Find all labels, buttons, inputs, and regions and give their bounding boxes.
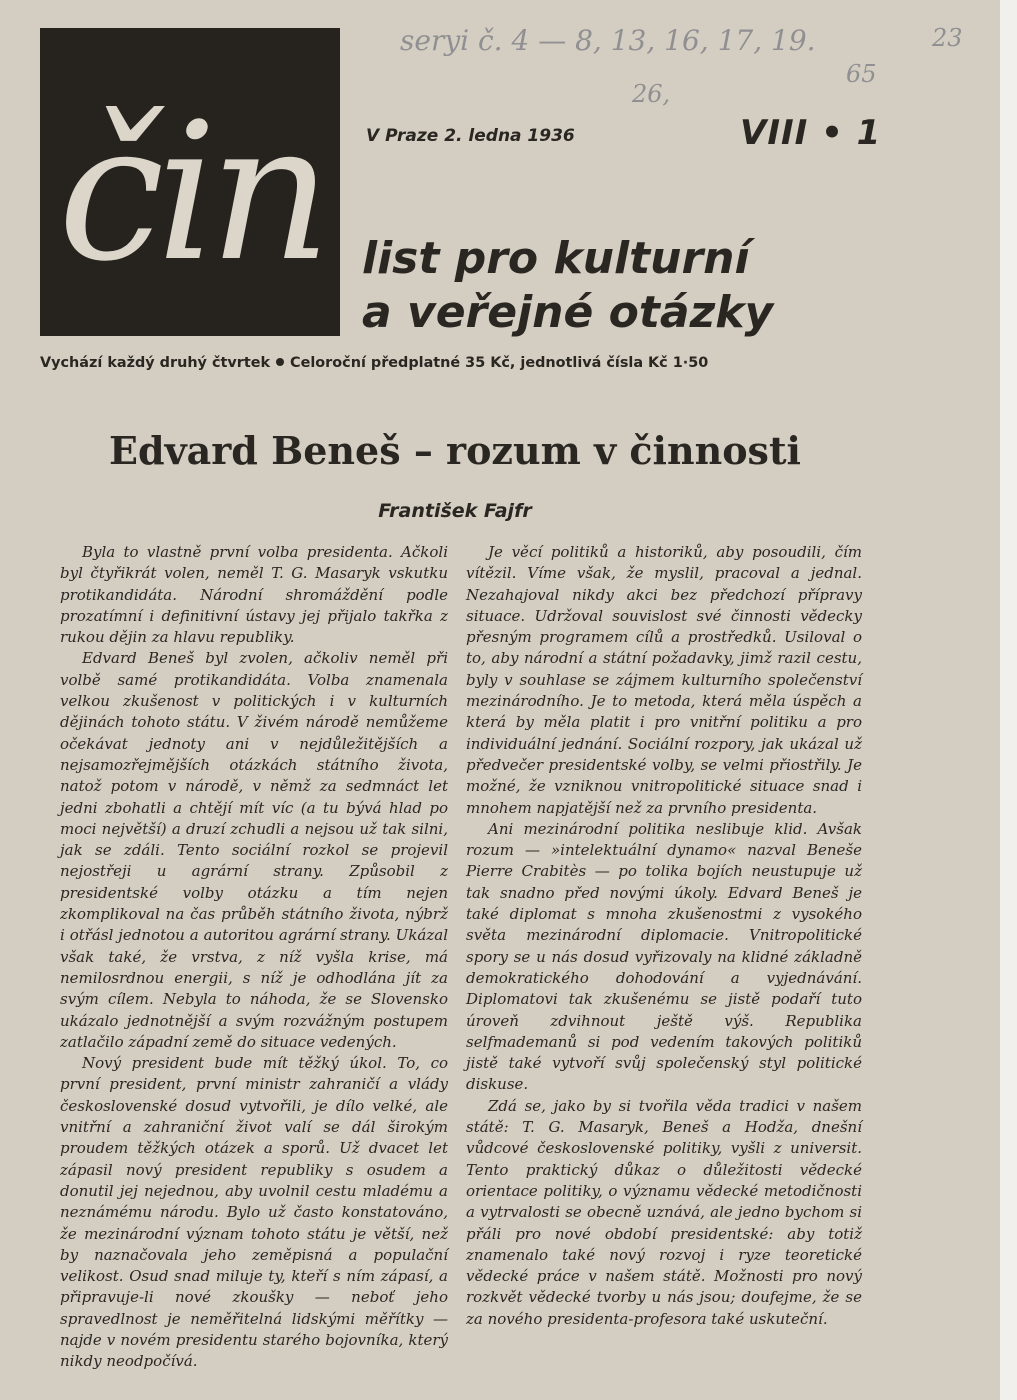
article-title: Edvard Beneš – rozum v činnosti bbox=[109, 428, 801, 473]
subtitle-line-2: a veřejné otázky bbox=[362, 287, 774, 338]
masthead-logo bbox=[40, 28, 340, 336]
bullet-dot-icon bbox=[276, 358, 284, 366]
article-column-right bbox=[466, 542, 862, 1330]
article-author: František Fajfr bbox=[378, 500, 532, 522]
scan-edge bbox=[1000, 0, 1017, 1400]
paragraph: Nový president bude mít těžký úkol. To, co první president, první ministr zahraničí a vlády československé dosud vytvořili, je dílo velké, ale vnitřní a zahraniční život valí se dál širokým proudem těžkých otázek a sporů. Už dvacet let zápasil nový president republiky s osudem a donutil jej nejednou, aby uvolnil cestu mladému a neznámému národu. Bylo už často konstatováno, že mezinárodní význam tohoto státu je větší, než by naznačovala jeho zeměpisná a populační velikost. Osud snad miluje ty, kteří s ním zápasí, a připravuje-li nové zkoušky — neboť jeho spravedlnost je neměřitelná lidskými měřítky — najde v novém presidentu starého bojovníka, který nikdy neodpočívá. bbox=[60, 1054, 448, 1371]
paragraph: Je věcí politiků a historiků, aby posoudili, čím vítězil. Víme však, že myslil, pracoval a jednal. Nezahajoval nikdy akci bez předchozí přípravy situace. Udržoval souvislost své činnosti vědecky přesným programem cílů a prostředků. Usiloval o to, aby národní a státní požadavky, jimž razil cestu, byly v souhlase se zájmem kulturního společenství mezinárodního. Je to metoda, která měla úspěch a která by měla platit i pro vnitřní politiku a pro individuální jednání. Sociální rozpory, jak ukázal už předvečer presidentské volby, se velmi přiostřily. Je možné, že vzniknou vnitropolitické situace snad i mnohem napjatější než za prvního presidenta. bbox=[466, 543, 862, 817]
handwritten-note: 23 bbox=[932, 24, 963, 52]
publication-info-bar bbox=[40, 355, 870, 371]
subtitle-line-1: list pro kulturní bbox=[362, 233, 750, 284]
paragraph: Edvard Beneš byl zvolen, ačkoliv neměl při volbě samé protikandidáta. Volba znamenala velkou zkušenost v politických i v kulturních dějinách tohoto státu. V živém národě nemůžeme očekávat jednoty ani v nejdůležitějších a nejsamozřejmějších otázkách státního života, natož potom v národě, v němž za sedmnáct let jedni zbohatli a chtějí mít víc (a tu bývá hlad po moci největší) a druzí zchudli a nejsou už tak silni, jak se zdáli. Tento sociální rozkol se projevil nejostřeji u agrární strany. Způsobil z presidentské volby otázku a tím nejen zkomplikoval na čas průběh státního života, nýbrž i otřásl jednotou a autoritou agrární strany. Ukázal však také, že vrstva, z níž vyšla krise, má nemilosrdnou energii, s níž je odhodlána jít za svým cílem. Nebyla to náhoda, že se Slovensko ukázalo jednotnější a svým rozvážným postupem zatlačilo západní země do situace vedených. bbox=[60, 649, 448, 1051]
issue-number: VIII • 1 bbox=[740, 113, 882, 153]
masthead-subtitle bbox=[362, 232, 773, 340]
subscription-info: Celoroční předplatné 35 Kč, jednotlivá čísla Kč 1·50 bbox=[290, 355, 709, 371]
handwritten-note: 65 bbox=[846, 60, 877, 88]
logo-text: čin bbox=[58, 82, 324, 303]
paragraph: Zdá se, jako by si tvořila věda tradici v našem státě: T. G. Masaryk, Beneš a Hodža, dnešní vůdcové československé politiky, vyšli z universit. Tento praktický důkaz o důležitosti vědecké orientace politiky, o významu vědecké metodičnosti a vytrvalosti se obecně uznává, ale jedno bychom si přáli pro nové období presidentské: aby totiž znamenalo také nový rozvoj i ryze teoretické vědecké práce v našem státě. Možnosti pro nový rozkvět vědecké tvorby u nás jsou; doufejme, že se za nového presidenta-profesora také uskuteční. bbox=[466, 1096, 862, 1328]
handwritten-note: 26, bbox=[632, 80, 671, 108]
issue-date: V Praze 2. ledna 1936 bbox=[366, 126, 575, 146]
frequency-info: Vychází každý druhý čtvrtek bbox=[40, 355, 271, 371]
paragraph: Ani mezinárodní politika neslibuje klid. Avšak rozum — »intelektuální dynamo« nazval Beneše Pierre Crabitès — po tolika bojích neustupuje už tak snadno před novými úkoly. Edvard Beneš je také diplomat s mnoha zkušenostmi z vysokého světa mezinárodní diplomacie. Vnitropolitické spory se u nás dosud vyřizovaly na klidné základně demokratického dohodování a vyjednávání. Diplomatovi tak zkušenému se jistě podaří tuto úroveň zdvihnout ještě výš. Republika selfmademanů si pod vedením takových politiků jistě také vytvoří svůj společenský styl politické diskuse. bbox=[466, 819, 862, 1094]
paragraph: Byla to vlastně první volba presidenta. Ačkoli byl čtyřikrát volen, neměl T. G. Masaryk vskutku protikandidáta. Národní shromáždění podle prozatímní i definitivní ústavy jej přijalo takřka z rukou dějin za hlavu republiky. bbox=[60, 543, 448, 647]
handwritten-note: seryi č. 4 — 8, 13, 16, 17, 19. bbox=[400, 24, 816, 57]
article-column-left bbox=[60, 542, 448, 1373]
